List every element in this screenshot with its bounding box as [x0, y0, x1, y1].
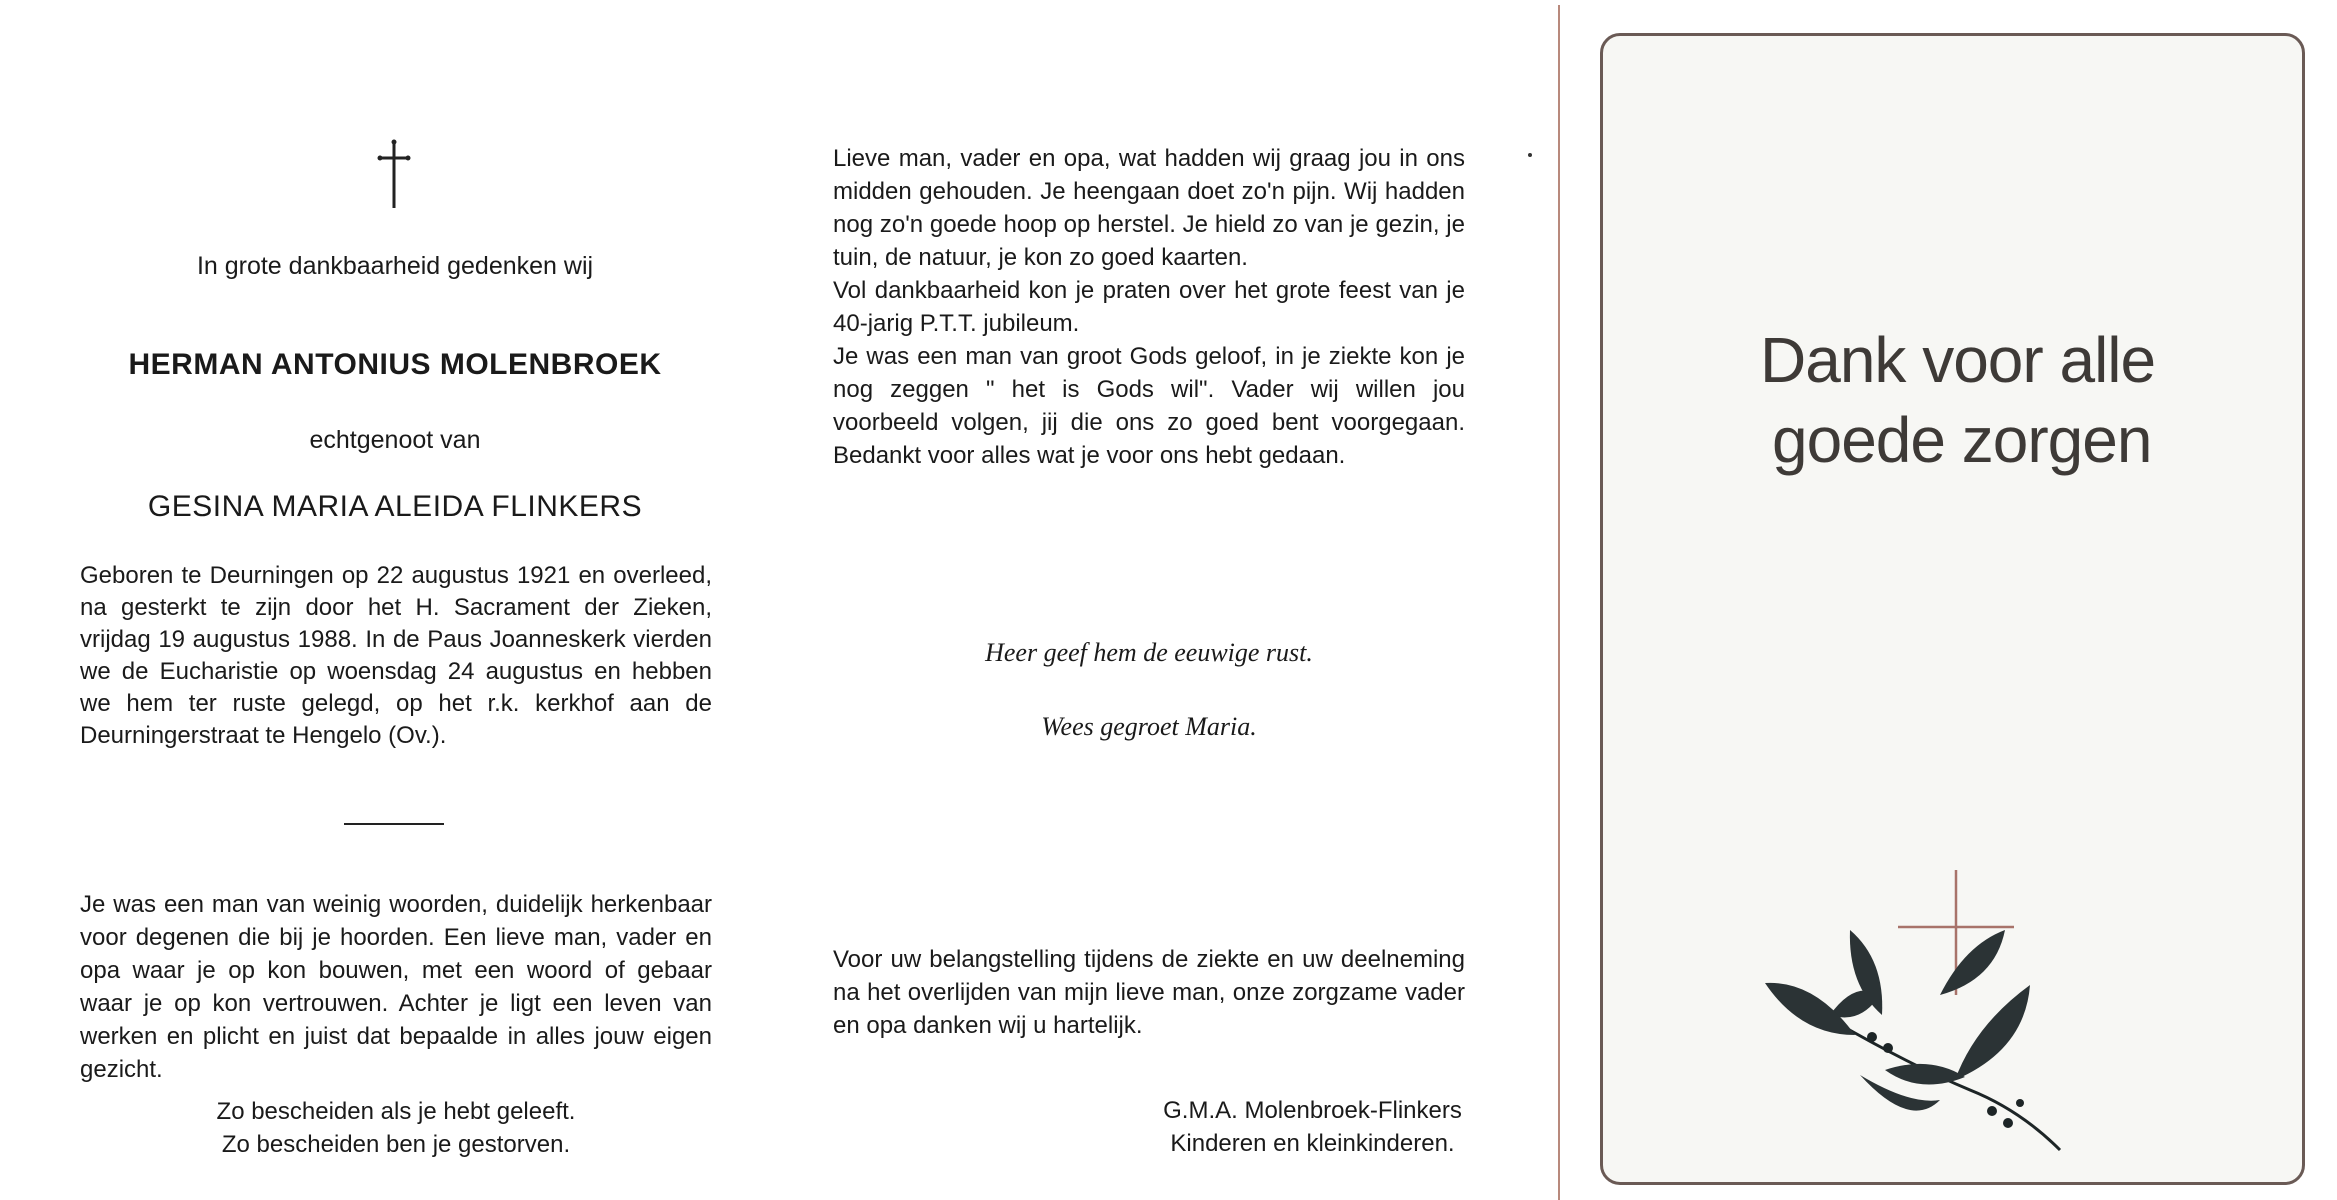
deceased-name: HERMAN ANTONIUS MOLENBROEK [128, 348, 662, 381]
card-title [1760, 320, 2280, 480]
stray-dot [1528, 153, 1532, 157]
closing-line: Zo bescheiden ben je gestorven. [221, 1131, 571, 1158]
memorial-message [833, 142, 1465, 472]
spouse-label: echtgenoot van [309, 426, 481, 454]
card-title-line: goede zorgen [1772, 404, 2152, 476]
fold-line [1558, 5, 1560, 1200]
prayer-line: Heer geef hem de eeuwige rust. [985, 638, 1313, 667]
signature-block [1160, 1094, 1465, 1160]
closing-lines [80, 1095, 712, 1161]
message-paragraph: Lieve man, vader en opa, wat hadden wij graag jou in ons midden gehouden. Je heengaan doet zo'n pijn. Wij hadden nog zo'n goede hoop op herstel. Je hield zo van je gezin, je tuin, de natuur, je kon zo goed kaarten. [833, 145, 1465, 271]
thanks-text: Voor uw belangstelling tijdens de ziekte en uw deelneming na het overlijden van mijn lieve man, onze zorgzame vader en opa danken wij u hartelijk. [833, 946, 1465, 1039]
prayer-line: Wees gegroet Maria. [1041, 712, 1257, 741]
spouse-name: GESINA MARIA ALEIDA FLINKERS [147, 490, 643, 523]
message-paragraph: Je was een man van groot Gods geloof, in je ziekte kon je nog zeggen " het is Gods wil". Vader wij willen jou voorbeeld volgen, jij die ons zo goed bent voorgegaan. Bedankt voor alles wat je voor ons hebt gedaan. [833, 343, 1465, 469]
section-divider [344, 823, 444, 825]
cross-icon [373, 138, 415, 210]
cross-with-olive-branch-icon [1760, 865, 2070, 1155]
card-title-line: Dank voor alle [1760, 324, 2156, 396]
biography-text: Geboren te Deurningen op 22 augustus 1921 en overleed, na gesterkt te zijn door het H. Sacrament der Zieken, vrijdag 19 augustus 1988. In de Paus Joanneskerk vierden we de Eucharistie op woensdag 24 augustus en hebben we hem ter ruste gelegd, op het r.k. kerkhof aan de Deurningerstraat te Hengelo (Ov.). [80, 562, 712, 749]
closing-line: Zo bescheiden als je hebt geleeft. [216, 1098, 576, 1125]
signature-line: Kinderen en kleinkinderen. [1170, 1130, 1455, 1157]
intro-text: In grote dankbaarheid gedenken wij [196, 252, 594, 280]
message-paragraph: Vol dankbaarheid kon je praten over het grote feest van je 40-jarig P.T.T. jubileum. [833, 277, 1465, 337]
signature-line: G.M.A. Molenbroek-Flinkers [1163, 1097, 1462, 1124]
poem-text: Je was een man van weinig woorden, duidelijk herkenbaar voor degenen die bij je hoorden. Een lieve man, vader en opa waar je op kon bouwen, met een woord of gebaar waar je op kon vertrouwen. Achter je ligt een leven van werken en plicht en juist dat bepaalde in alles jouw eigen gezicht. [80, 891, 712, 1083]
